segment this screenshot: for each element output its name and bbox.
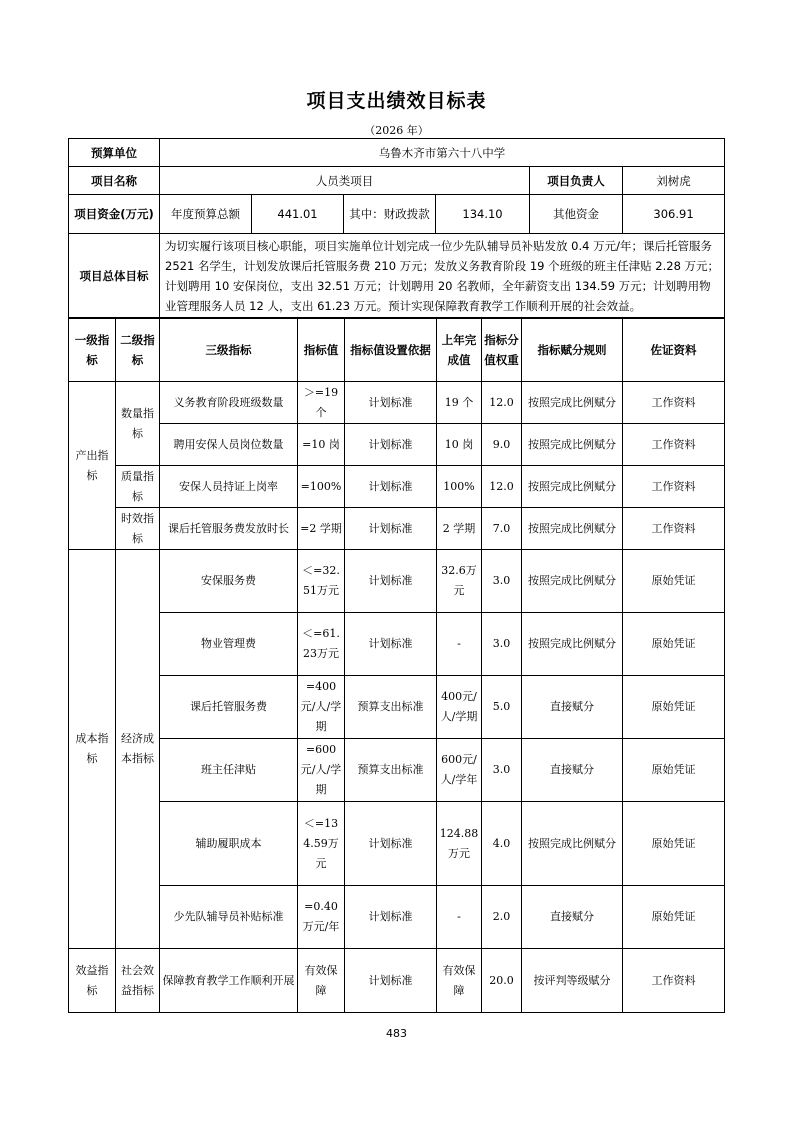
- other-label: 其他资金: [530, 195, 623, 234]
- indicator-weight: 7.0: [482, 508, 522, 550]
- other-value: 306.91: [623, 195, 725, 234]
- indicator-weight: 3.0: [482, 613, 522, 676]
- table-row: [69, 613, 725, 676]
- indicator-rule: 直接赋分: [522, 886, 623, 949]
- indicator-basis: 预算支出标准: [345, 676, 437, 739]
- indicator-basis: 计划标准: [345, 886, 437, 949]
- indicator-last: 2 学期: [437, 508, 482, 550]
- leader-label: 项目负责人: [530, 167, 623, 195]
- col-level1: 一级指标: [69, 318, 116, 382]
- indicator-basis: 计划标准: [345, 382, 437, 424]
- indicator-weight: 3.0: [482, 739, 522, 802]
- year-label: （2026 年）: [364, 124, 429, 137]
- indicator-value: ＜=61.23万元: [298, 613, 345, 676]
- table-row: [69, 676, 725, 739]
- indicator-table: [68, 317, 725, 1013]
- indicator-evidence: 原始凭证: [623, 886, 725, 949]
- group-quantity: 数量指标: [116, 382, 160, 466]
- table-row: [69, 508, 725, 550]
- table-row: [69, 886, 725, 949]
- goal-label: 项目总体目标: [69, 234, 160, 319]
- indicator-name: 物业管理费: [160, 613, 298, 676]
- table-row: [69, 550, 725, 613]
- indicator-evidence: 原始凭证: [623, 739, 725, 802]
- indicator-rule: 按照完成比例赋分: [522, 466, 623, 508]
- indicator-evidence: 工作资料: [623, 949, 725, 1013]
- table-row: [69, 424, 725, 466]
- indicator-rule: 按照完成比例赋分: [522, 424, 623, 466]
- indicator-name: 班主任津贴: [160, 739, 298, 802]
- table-row: [69, 739, 725, 802]
- fiscal-label: 其中：财政拨款: [344, 195, 436, 234]
- indicator-evidence: 原始凭证: [623, 676, 725, 739]
- indicator-value: ＞=19个: [298, 382, 345, 424]
- indicator-name: 安保服务费: [160, 550, 298, 613]
- col-last-year: 上年完成值: [437, 318, 482, 382]
- indicator-weight: 5.0: [482, 676, 522, 739]
- indicator-basis: 计划标准: [345, 802, 437, 886]
- group-benefit: 效益指标: [69, 949, 116, 1013]
- indicator-last: 100%: [437, 466, 482, 508]
- indicator-evidence: 原始凭证: [623, 613, 725, 676]
- col-value: 指标值: [298, 318, 345, 382]
- indicator-name: 保障教育教学工作顺利开展: [160, 949, 298, 1013]
- annual-budget-label: 年度预算总额: [160, 195, 252, 234]
- indicator-last: -: [437, 886, 482, 949]
- indicator-basis: 计划标准: [345, 508, 437, 550]
- indicator-name: 辅助履职成本: [160, 802, 298, 886]
- indicator-value: ＜=134.59万元: [298, 802, 345, 886]
- indicator-weight: 3.0: [482, 550, 522, 613]
- indicator-name: 少先队辅导员补贴标准: [160, 886, 298, 949]
- indicator-evidence: 原始凭证: [623, 550, 725, 613]
- indicator-rule: 直接赋分: [522, 739, 623, 802]
- indicator-last: 124.88万元: [437, 802, 482, 886]
- annual-budget-value: 441.01: [252, 195, 344, 234]
- indicator-basis: 计划标准: [345, 613, 437, 676]
- indicator-value: 有效保障: [298, 949, 345, 1013]
- indicator-basis: 计划标准: [345, 466, 437, 508]
- indicator-last: 32.6万元: [437, 550, 482, 613]
- project-name-value: 人员类项目: [160, 167, 530, 195]
- indicator-weight: 9.0: [482, 424, 522, 466]
- indicator-weight: 12.0: [482, 466, 522, 508]
- col-basis: 指标值设置依据: [345, 318, 437, 382]
- indicator-name: 聘用安保人员岗位数量: [160, 424, 298, 466]
- indicator-weight: 4.0: [482, 802, 522, 886]
- indicator-value: =400元/人/学期: [298, 676, 345, 739]
- indicator-weight: 2.0: [482, 886, 522, 949]
- table-row: [69, 382, 725, 424]
- unit-value: 乌鲁木齐市第六十八中学: [160, 139, 725, 167]
- indicator-evidence: 工作资料: [623, 382, 725, 424]
- indicator-last: 400元/人/学期: [437, 676, 482, 739]
- indicator-value: =600元/人/学期: [298, 739, 345, 802]
- table-row: [69, 802, 725, 886]
- indicator-last: 19 个: [437, 382, 482, 424]
- indicator-last: 600元/人/学年: [437, 739, 482, 802]
- indicator-name: 安保人员持证上岗率: [160, 466, 298, 508]
- indicator-weight: 12.0: [482, 382, 522, 424]
- col-evidence: 佐证资料: [623, 318, 725, 382]
- indicator-basis: 预算支出标准: [345, 739, 437, 802]
- indicator-value: =10 岗: [298, 424, 345, 466]
- indicator-rule: 按照完成比例赋分: [522, 550, 623, 613]
- indicator-weight: 20.0: [482, 949, 522, 1013]
- indicator-value: =0.40万元/年: [298, 886, 345, 949]
- indicator-last: -: [437, 613, 482, 676]
- indicator-value: ＜=32.51万元: [298, 550, 345, 613]
- group-social-benefit: 社会效益指标: [116, 949, 160, 1013]
- indicator-basis: 计划标准: [345, 949, 437, 1013]
- indicator-evidence: 原始凭证: [623, 802, 725, 886]
- group-economic-cost: 经济成本指标: [116, 550, 160, 949]
- fiscal-value: 134.10: [436, 195, 530, 234]
- indicator-value: =100%: [298, 466, 345, 508]
- indicator-last: 有效保障: [437, 949, 482, 1013]
- indicator-rule: 按评判等级赋分: [522, 949, 623, 1013]
- indicator-rule: 按照完成比例赋分: [522, 802, 623, 886]
- indicator-evidence: 工作资料: [623, 424, 725, 466]
- col-level2: 二级指标: [116, 318, 160, 382]
- indicator-basis: 计划标准: [345, 424, 437, 466]
- col-rule: 指标赋分规则: [522, 318, 623, 382]
- unit-label: 预算单位: [69, 139, 160, 167]
- col-weight: 指标分值权重: [482, 318, 522, 382]
- indicator-evidence: 工作资料: [623, 466, 725, 508]
- project-name-label: 项目名称: [69, 167, 160, 195]
- table-row: [69, 949, 725, 1013]
- indicator-rule: 直接赋分: [522, 676, 623, 739]
- table-row: [69, 466, 725, 508]
- page-number: 483: [386, 1027, 407, 1040]
- goal-text: 为切实履行该项目核心职能，项目实施单位计划完成一位少先队辅导员补贴发放 0.4 万元/年；课后托管服务 2521 名学生，计划发放课后托管服务费 210 万元；发放义务教育阶段 19 个班级的班主任津贴 2.28 万元；计划聘用 10 安保岗位，支出 32.51 万元；计划聘用 20 名教师，全年薪资支出 134.59 万元；计划聘用物业管理服务人员 12 人，支出 61.23 万元。预计实现保障教育教学工作顺利开展的社会效益。: [160, 234, 725, 319]
- indicator-name: 义务教育阶段班级数量: [160, 382, 298, 424]
- indicator-last: 10 岗: [437, 424, 482, 466]
- page-title: 项目支出绩效目标表: [306, 90, 487, 112]
- fund-label: 项目资金(万元): [69, 195, 160, 234]
- group-output: 产出指标: [69, 382, 116, 550]
- indicator-evidence: 工作资料: [623, 508, 725, 550]
- indicator-rule: 按照完成比例赋分: [522, 613, 623, 676]
- indicator-name: 课后托管服务费发放时长: [160, 508, 298, 550]
- col-level3: 三级指标: [160, 318, 298, 382]
- leader-value: 刘树虎: [623, 167, 725, 195]
- header-table: [68, 138, 725, 319]
- group-quality: 质量指标: [116, 466, 160, 508]
- indicator-value: =2 学期: [298, 508, 345, 550]
- group-cost: 成本指标: [69, 550, 116, 949]
- indicator-name: 课后托管服务费: [160, 676, 298, 739]
- group-timeliness: 时效指标: [116, 508, 160, 550]
- indicator-rule: 按照完成比例赋分: [522, 508, 623, 550]
- indicator-rule: 按照完成比例赋分: [522, 382, 623, 424]
- indicator-basis: 计划标准: [345, 550, 437, 613]
